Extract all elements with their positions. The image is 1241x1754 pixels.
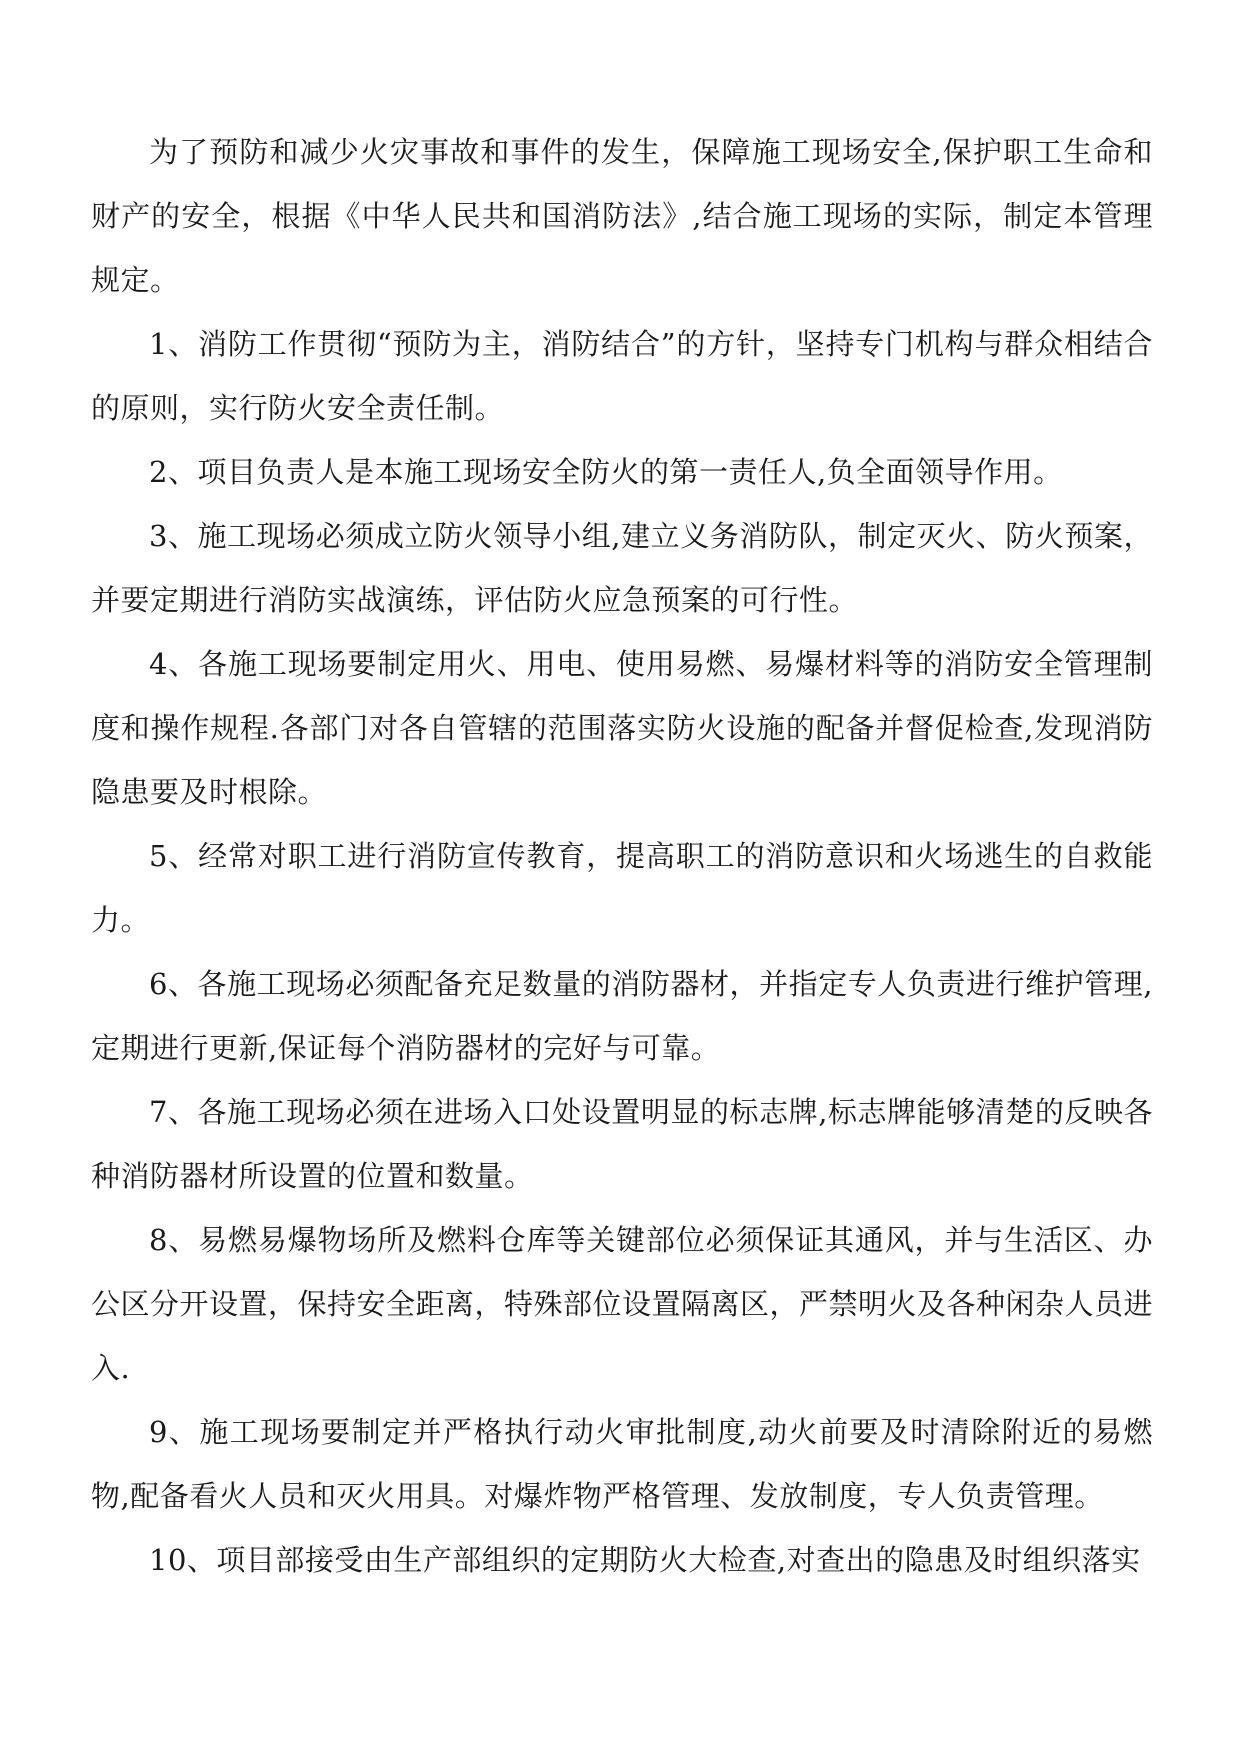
rule-4-paragraph: 4、各施工现场要制定用火、用电、使用易燃、易爆材料等的消防安全管理制度和操作规程.各部门对各自管辖的范围落实防火设施的配备并督促检查,发现消防隐患要及时根除。 (91, 647, 1153, 809)
rule-7-paragraph: 7、各施工现场必须在进场入口处设置明显的标志牌,标志牌能够清楚的反映各种消防器材所设置的位置和数量。 (91, 1095, 1153, 1193)
rule-3-paragraph: 3、施工现场必须成立防火领导小组,建立义务消防队，制定灭火、防火预案，并要定期进行消防实战演练，评估防火应急预案的可行性。 (91, 519, 1153, 617)
rule-6-paragraph: 6、各施工现场必须配备充足数量的消防器材，并指定专人负责进行维护管理,定期进行更新,保证每个消防器材的完好与可靠。 (91, 967, 1153, 1065)
document-page (91, 120, 1153, 1592)
rule-5-paragraph: 5、经常对职工进行消防宣传教育，提高职工的消防意识和火场逃生的自救能力。 (91, 839, 1153, 937)
intro-paragraph: 为了预防和减少火灾事故和事件的发生，保障施工现场安全,保护职工生命和财产的安全，根据《中华人民共和国消防法》,结合施工现场的实际，制定本管理规定。 (91, 135, 1153, 297)
rule-10-paragraph: 10、项目部接受由生产部组织的定期防火大检查,对查出的隐患及时组织落实 (149, 1543, 1141, 1577)
rule-1-paragraph: 1、消防工作贯彻“预防为主，消防结合”的方针，坚持专门机构与群众相结合的原则，实行防火安全责任制。 (91, 327, 1153, 425)
rule-8-paragraph: 8、易燃易爆物场所及燃料仓库等关键部位必须保证其通风，并与生活区、办公区分开设置，保持安全距离，特殊部位设置隔离区，严禁明火及各种闲杂人员进入. (91, 1223, 1154, 1385)
rule-2-paragraph: 2、项目负责人是本施工现场安全防火的第一责任人,负全面领导作用。 (149, 455, 1063, 489)
rule-9-paragraph: 9、施工现场要制定并严格执行动火审批制度,动火前要及时清除附近的易燃物,配备看火人员和灭火用具。对爆炸物严格管理、发放制度，专人负责管理。 (91, 1415, 1153, 1513)
